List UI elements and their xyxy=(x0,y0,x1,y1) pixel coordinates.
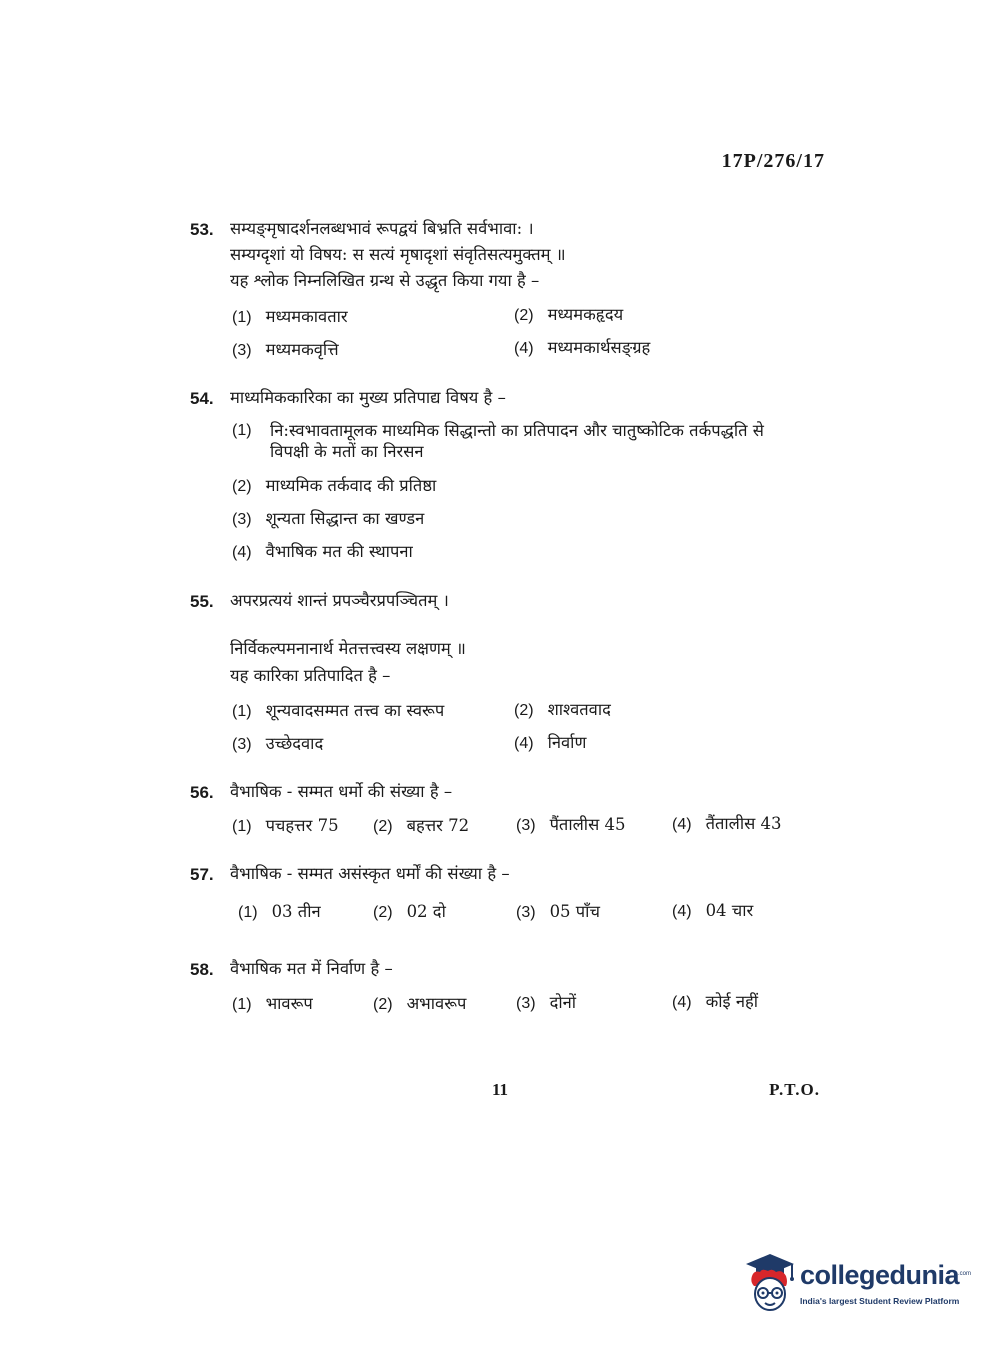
option-3: (3) मध्यमकवृत्ति xyxy=(232,340,339,359)
option-2: (2) माध्यमिक तर्कवाद की प्रतिष्ठा xyxy=(232,476,437,495)
question-text-line: वैभाषिक - सम्मत धर्मो की संख्या है – xyxy=(230,782,453,801)
option-4: (4) 04 चार xyxy=(672,901,754,920)
question-number: 57. xyxy=(190,865,214,884)
option-1: (1) नि:स्वभावतामूलक माध्यमिक सिद्धान्तो का प्रतिपादन और चातुष्कोटिक तर्कपद्धति से विपक्षी के मतों का निरसन xyxy=(232,421,764,461)
question-number: 56. xyxy=(190,783,214,802)
question-text-line: निर्विकल्पमनानार्थ मेतत्तत्त्वस्य लक्षणम् ॥ xyxy=(230,639,466,658)
question-text-line: वैभाषिक - सम्मत असंस्कृत धर्मों की संख्या है – xyxy=(230,864,510,883)
option-4: (4) वैभाषिक मत की स्थापना xyxy=(232,542,413,561)
collegedunia-watermark xyxy=(740,1250,972,1320)
option-1: (1) भावरूप xyxy=(232,994,313,1013)
question-text-line: वैभाषिक मत में निर्वाण है – xyxy=(230,959,393,978)
option-2: (2) बहत्तर 72 xyxy=(373,816,470,835)
option-2: (2) शाश्वतवाद xyxy=(514,700,611,719)
pto-label: P.T.O. xyxy=(769,1080,820,1099)
question-number: 55. xyxy=(190,592,214,611)
option-3: (3) शून्यता सिद्धान्त का खण्डन xyxy=(232,509,425,528)
option-3: (3) दोनों xyxy=(516,993,577,1012)
question-number: 58. xyxy=(190,960,214,979)
paper-code: 17P/276/17 xyxy=(721,150,825,172)
option-2: (2) अभावरूप xyxy=(373,994,467,1013)
question-text-line: अपरप्रत्ययं शान्तं प्रपञ्चैरप्रपञ्चितम् । xyxy=(230,591,449,610)
option-1: (1) 03 तीन xyxy=(238,902,321,921)
brand-tagline: India's largest Student Review Platform xyxy=(800,1296,960,1306)
question-text-line: माध्यमिककारिका का मुख्य प्रतिपाद्य विषय है – xyxy=(230,388,506,407)
option-2: (2) 02 दो xyxy=(373,902,446,921)
option-1: (1) मध्यमकावतार xyxy=(232,307,348,326)
option-1: (1) शून्यवादसम्मत तत्त्व का स्वरूप xyxy=(232,701,445,720)
question-text-line: यह श्लोक निम्नलिखित ग्रन्थ से उद्धृत किया गया है – xyxy=(230,271,540,290)
option-4: (4) तैंतालीस 43 xyxy=(672,814,782,833)
brand-name: collegedunia xyxy=(800,1260,960,1290)
option-4: (4) मध्यमकार्थसङ्ग्रह xyxy=(514,338,651,357)
option-1: (1) पचहत्तर 75 xyxy=(232,816,339,835)
brand-suffix: .com xyxy=(958,1271,972,1277)
option-3: (3) पैंतालीस 45 xyxy=(516,815,626,834)
option-3: (3) उच्छेदवाद xyxy=(232,734,324,753)
question-text-line: सम्यग्दृशां यो विषय: स सत्यं मृषादृशां संवृतिसत्यमुक्तम् ॥ xyxy=(230,245,566,264)
page-number: 11 xyxy=(491,1080,509,1099)
mascot-icon xyxy=(740,1250,798,1316)
question-text-line: सम्यङ्मृषादर्शनलब्धभावं रूपद्वयं बिभ्रति सर्वभावा: । xyxy=(230,219,534,238)
option-3: (3) 05 पाँच xyxy=(516,902,600,921)
option-4: (4) निर्वाण xyxy=(514,733,587,752)
question-number: 53. xyxy=(190,220,214,239)
question-number: 54. xyxy=(190,389,214,408)
question-text-line: यह कारिका प्रतिपादित है – xyxy=(230,666,391,685)
option-2: (2) मध्यमकहृदय xyxy=(514,305,624,324)
option-4: (4) कोई नहीं xyxy=(672,992,759,1011)
